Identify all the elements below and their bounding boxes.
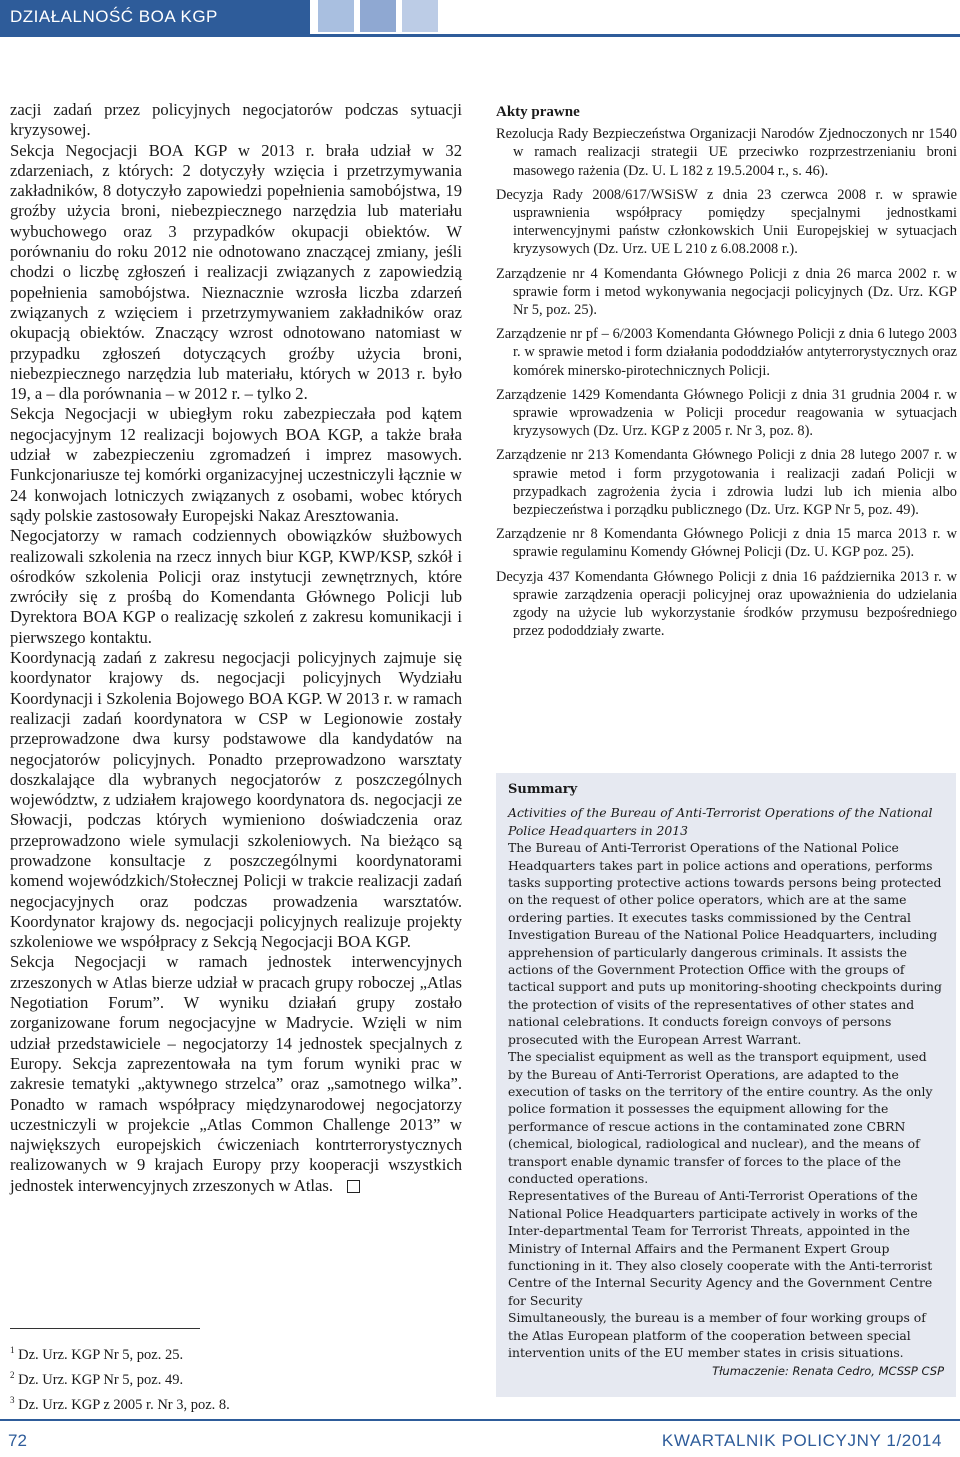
header-decor-square [402,0,438,32]
summary-paragraph: The Bureau of Anti-Terrorist Operations of the National Police Headquarters takes part in police actions and operations, performs tasks supporting protective actions towards persons being protected on the request of other police operators, which are at the same ordering parties. It executes tasks commissioned by the Central Investigation Bureau of the National Police Headquarters, including apprehension of particularly dangerous criminals. It assists the actions of the Government Protection Office with the groups of tactical support and puts up monitoring-shooting checkpoints during the protection of visits of the representatives of other states and national celebrations. It conducts foreign convoys of persons prosecuted with the European Arrest Warrant. [508,840,942,1047]
legal-act-item: Zarządzenie nr 8 Komendanta Głównego Policji z dnia 15 marca 2013 r. w sprawie regulaminu Komendy Głównej Policji (Dz. U. KGP poz. 25). [496,526,957,561]
legal-acts-section [496,103,957,646]
legal-act-item: Decyzja 437 Komendanta Głównego Policji z dnia 16 października 2013 r. w sprawie zarządzenia operacji policyjnej oraz upoważnienia do udzielania zgody na użycie lub wykorzystanie środków przymusu bezpośredniego przez pododdziały zwarte. [496,568,957,640]
left-column [10,100,462,1196]
footnote [10,1340,230,1365]
header-decor-square [318,0,354,32]
summary-paragraph: Simultaneously, the bureau is a member of four working groups of the Atlas European platform of the cooperation between special intervention units of the EU member states in crisis situations. [508,1310,926,1360]
paragraph: Sekcja Negocjacji BOA KGP w 2013 r. brała udział w 32 zdarzeniach, z których: 2 dotyczyły wzięcia i przetrzymywania zakładników, 8 dotyczyło zapowiedzi popełnienia samobójstwa, 19 groźby użycia broni, niebezpiecznego narzędzia lub materiału wybuchowego oraz 3 przypadków okupacji obiektów. W porównaniu do roku 2012 nie odnotowano znaczącej zmiany, jeśli chodzi o liczbę zgłoszeń i realizacji związanych z zapowiedzią popełnienia samobójstwa. Nieznacznie wzrosła liczba zdarzeń związanych z wzięciem i przetrzymywaniem zakładników oraz okupacją obiektów. Znaczący wzrost odnotowano natomiast w przypadku zgłoszeń dotyczących groźby użycia broni, niebezpiecznego narzędzia lub materiału, których w 2013 r. było 19, a – dla porównania – w 2012 r. – tylko 2. [10,140,462,404]
footnote-text: Dz. Urz. KGP Nr 5, poz. 25. [18,1346,184,1363]
header-bar [0,0,310,36]
legal-acts-title: Akty prawne [496,104,580,120]
legal-act-item: Zarządzenie nr 213 Komendanta Głównego Policji z dnia 28 lutego 2007 r. w sprawie metod i form przygotowania i realizacji zadań Policji w przypadkach zagrożenia życia i zdrowia ludzi lub ich mienia albo bezpieczeństwa i porządku publicznego (Dz. Urz. KGP Nr 5, poz. 49). [496,447,957,519]
magazine-name: KWARTALNIK POLICYJNY 1/2014 [661,1431,942,1450]
footnote-number: 1 [10,1345,15,1355]
footnote [10,1390,230,1415]
page-number: 72 [8,1431,27,1450]
legal-act-item: Decyzja Rady 2008/617/WSiSW z dnia 23 czerwca 2008 r. w sprawie usprawnienia współpracy pomiędzy specjalnymi jednostkami interwencyjnymi państw członkowskich Unii Europejskiej w sytuacjach kryzysowych (Dz. Urz. UE L 210 z 6.08.2008 r.). [496,186,957,258]
header-rule [0,34,960,37]
paragraph: Sekcja Negocjacji w ubiegłym roku zabezpieczała pod kątem negocjacyjnym 12 realizacji bojowych BOA KGP, a także brała udział w zabezpieczeniu zgromadzeń i imprez masowych. Funkcjonariusze tej komórki organizacyjnej uczestniczyli łącznie w 24 konwojach lotniczych związanych z osobami, wobec których sądy polskie zastosowały Europejski Nakaz Aresztowania. [10,404,462,525]
footnotes [10,1340,230,1414]
header-decor-square [360,0,396,32]
footnote-text: Dz. Urz. KGP z 2005 r. Nr 3, poz. 8. [18,1396,230,1413]
footnote [10,1365,230,1390]
paragraph-text: Sekcja Negocjacji w ramach jednostek interwencyjnych zrzeszonych w Atlas bierze udział w pracach grupy roboczej „Atlas Negotiation Forum”. W wyniku działań grupy zostało zorganizowane forum negocjacyjne w Madrycie. Wzięli w nim udział przedstawiciele – negocjatorzy 14 jednostek specjalnych z Europy. Sekcja zaprezentowała na tym forum wyniki prac w zakresie tematyki „aktywnego strzelca” oraz „samotnego wilka”. Ponadto w ramach współpracy międzynarodowej negocjatorzy uczestniczyli w projekcie „Atlas Common Challenge 2013” w największych europejskich ćwiczeniach kontrterrorystycznych realizowanych w 9 krajach Europy przy kooperacji wszystkich jednostek interwencyjnych zrzeszonych w Atlas. [10,952,462,1195]
summary-paragraph: The specialist equipment as well as the transport equipment, used by the Bureau of Anti-Terrorist Operations, are adapted to the execution of tasks on the territory of the entire country. As the only police formation it possesses the equipment allowing for the performance of rescue actions in the contaminated zone CBRN (chemical, biological, radiological and nuclear), and the means of transport enable dynamic transfer of forces to the place of the conducted operations. [508,1049,933,1186]
footer-rule [0,1419,960,1421]
legal-act-item: Rezolucja Rady Bezpieczeństwa Organizacji Narodów Zjednoczonych nr 1540 w ramach realizacji strategii UE przeciwko rozprzestrzenianiu broni masowego rażenia (Dz. U. L 182 z 19.5.2004 r., s. 46). [496,126,957,179]
paragraph: Negocjatorzy w ramach codziennych obowiązków służbowych realizowali szkolenia na rzecz innych biur KGP, KWP/KSP, szkół i ośrodków szkolenia Policji oraz instytucji zewnętrznych, które zwróciły się z prośbą do Komendanta Głównego Policji lub Dyrektora BOA KGP o realizację szkoleń z zakresu komunikacji i pierwszego kontaktu. [10,526,462,647]
footnote-rule [10,1328,200,1329]
footnote-number: 3 [10,1394,15,1405]
summary-subtitle: Activities of the Bureau of Anti-Terrorist Operations of the National Police Headquarters in 2013 [508,805,933,838]
footnote-number: 2 [10,1369,15,1380]
paragraph-last [10,952,462,1196]
summary-paragraph: Representatives of the Bureau of Anti-Terrorist Operations of the National Police Headquarters participate actively in works of the Inter-departmental Team for Terrorist Threats, appointed in the Ministry of Internal Affairs and the Permanent Expert Group functioning in it. They also closely cooperate with the Anti-terrorist Centre of the Internal Security Agency and the Government Centre for Security [508,1188,933,1308]
legal-act-item: Zarządzenie nr pf – 6/2003 Komendanta Głównego Policji z dnia 6 lutego 2003 r. w sprawie metod i form działania pododdziałów antyterrorystycznych oraz komórek minersko-pirotechnicznych Policji. [496,326,957,379]
legal-act-item: Zarządzenie 1429 Komendanta Głównego Policji z dnia 31 grudnia 2004 r. w sprawie wprowadzenia w Policji procedur reagowania w sytuacjach kryzysowych (Dz. Urz. KGP z 2005 r. Nr 3, poz. 8). [496,386,957,440]
paragraph: zacji zadań przez policyjnych negocjatorów podczas sytuacji kryzysowej. [10,100,462,140]
summary-title: Summary [508,782,578,797]
page-header [0,0,960,36]
legal-act-item: Zarządzenie nr 4 Komendanta Głównego Policji z dnia 26 marca 2002 r. w sprawie form i metod wykonywania negocjacji policyjnych (Dz. Urz. KGP Nr 5, poz. 25). [496,265,957,319]
summary-box [496,773,956,1397]
translation-credit: Tłumaczenie: Renata Cedro, MCSSP CSP [712,1364,944,1379]
paragraph: Koordynacją zadań z zakresu negocjacji policyjnych zajmuje się koordynator krajowy ds. negocjacji policyjnych Wydziału Koordynacji i Szkolenia Bojowego BOA KGP. W 2013 r. w ramach realizacji zadań koordynatora w CSP w Legionowie zostały przeprowadzone dwa kursy podstawowe dla kandydatów na negocjatorów policyjnych. Ponadto przeprowadzono warsztaty doszkalające dla wybranych negocjatorów z poszczególnych województw, z udziałem krajowego koordynatora ds. negocjacji ze Słowacji, podczas których wymieniono doświadczenia oraz przeprowadzono wiele symulacji szkoleniowych. Na bieżąco są prowadzone konsultacje z poszczególnymi koordynatorami komend wojewódzkich/Stołecznej Policji w trakcie realizacji zadań negocjacyjnych oraz podczas prowadzenia warsztatów. Koordynator krajowy ds. negocjacji policyjnych realizuje projekty szkoleniowe we współpracy z Sekcją Negocjacji BOA KGP. [10,648,462,952]
end-of-article-icon [347,1180,360,1193]
section-title: DZIAŁALNOŚĆ BOA KGP [10,7,218,26]
footnote-text: Dz. Urz. KGP Nr 5, poz. 49. [18,1371,184,1388]
